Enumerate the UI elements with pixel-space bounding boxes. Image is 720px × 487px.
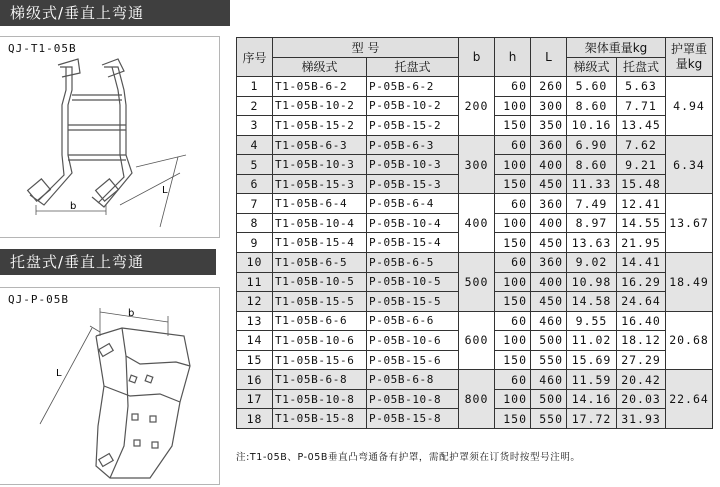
header-tray: 托盘式 xyxy=(367,57,459,77)
cell-height-h: 60 xyxy=(495,77,531,97)
cell-seq: 1 xyxy=(237,77,273,97)
cell-height-h: 150 xyxy=(495,409,531,429)
cell-weight-ladder: 8.97 xyxy=(567,213,617,233)
cell-weight-tray: 21.95 xyxy=(617,233,666,253)
cell-ladder-model: T1-05B-15-8 xyxy=(273,409,367,429)
cell-weight-ladder: 8.60 xyxy=(567,96,617,116)
cell-seq: 10 xyxy=(237,253,273,273)
cell-cover-weight: 22.64 xyxy=(666,370,713,429)
cell-cover-weight: 13.67 xyxy=(666,194,713,253)
cell-seq: 16 xyxy=(237,370,273,390)
cell-ladder-model: T1-05B-15-6 xyxy=(273,350,367,370)
cell-weight-ladder: 15.69 xyxy=(567,350,617,370)
cell-ladder-model: T1-05B-10-6 xyxy=(273,331,367,351)
cell-weight-tray: 16.40 xyxy=(617,311,666,331)
cell-weight-tray: 20.42 xyxy=(617,370,666,390)
header-ladder: 梯级式 xyxy=(273,57,367,77)
cell-weight-ladder: 10.98 xyxy=(567,272,617,292)
cell-height-h: 100 xyxy=(495,331,531,351)
cell-ladder-model: T1-05B-15-4 xyxy=(273,233,367,253)
cell-weight-ladder: 11.33 xyxy=(567,174,617,194)
cell-seq: 14 xyxy=(237,331,273,351)
cell-length-l: 360 xyxy=(531,253,567,273)
cell-weight-tray: 20.03 xyxy=(617,389,666,409)
tray-model-code: QJ-P-05B xyxy=(8,293,69,306)
cell-weight-tray: 5.63 xyxy=(617,77,666,97)
cell-width-b: 300 xyxy=(459,135,495,194)
cell-seq: 7 xyxy=(237,194,273,214)
table-row xyxy=(237,253,713,273)
cell-ladder-model: T1-05B-6-3 xyxy=(273,135,367,155)
cell-seq: 13 xyxy=(237,311,273,331)
cell-width-b: 200 xyxy=(459,77,495,136)
cell-cover-weight: 18.49 xyxy=(666,253,713,312)
cell-weight-ladder: 17.72 xyxy=(567,409,617,429)
cell-tray-model: P-05B-15-8 xyxy=(367,409,459,429)
cell-width-b: 800 xyxy=(459,370,495,429)
header-L: L xyxy=(531,38,567,77)
cell-tray-model: P-05B-15-4 xyxy=(367,233,459,253)
cell-length-l: 450 xyxy=(531,174,567,194)
cell-tray-model: P-05B-6-4 xyxy=(367,194,459,214)
cell-weight-ladder: 10.16 xyxy=(567,116,617,136)
cell-ladder-model: T1-05B-15-3 xyxy=(273,174,367,194)
cell-tray-model: P-05B-10-6 xyxy=(367,331,459,351)
section-title-tray: 托盘式/垂直上弯通 xyxy=(0,249,216,275)
cell-height-h: 100 xyxy=(495,389,531,409)
dim-l-label-tray: L xyxy=(56,368,62,379)
cell-ladder-model: T1-05B-6-4 xyxy=(273,194,367,214)
cell-tray-model: P-05B-10-3 xyxy=(367,155,459,175)
cell-height-h: 100 xyxy=(495,155,531,175)
cell-length-l: 460 xyxy=(531,370,567,390)
cell-weight-ladder: 14.16 xyxy=(567,389,617,409)
cell-weight-ladder: 11.02 xyxy=(567,331,617,351)
cell-seq: 9 xyxy=(237,233,273,253)
cell-weight-tray: 16.29 xyxy=(617,272,666,292)
cell-ladder-model: T1-05B-15-5 xyxy=(273,292,367,312)
cell-ladder-model: T1-05B-6-5 xyxy=(273,253,367,273)
cell-seq: 17 xyxy=(237,389,273,409)
cell-tray-model: P-05B-10-4 xyxy=(367,213,459,233)
cell-weight-ladder: 8.60 xyxy=(567,155,617,175)
cell-seq: 2 xyxy=(237,96,273,116)
cell-tray-model: P-05B-10-5 xyxy=(367,272,459,292)
cell-length-l: 300 xyxy=(531,96,567,116)
cell-weight-tray: 7.71 xyxy=(617,96,666,116)
cell-weight-ladder: 7.49 xyxy=(567,194,617,214)
cell-length-l: 500 xyxy=(531,331,567,351)
cell-height-h: 150 xyxy=(495,116,531,136)
cell-tray-model: P-05B-15-2 xyxy=(367,116,459,136)
cell-height-h: 60 xyxy=(495,194,531,214)
cell-weight-tray: 7.62 xyxy=(617,135,666,155)
cell-tray-model: P-05B-6-8 xyxy=(367,370,459,390)
ladder-model-code: QJ-T1-05B xyxy=(8,42,77,55)
cell-tray-model: P-05B-6-3 xyxy=(367,135,459,155)
cell-weight-tray: 31.93 xyxy=(617,409,666,429)
cell-length-l: 550 xyxy=(531,350,567,370)
cell-ladder-model: T1-05B-10-4 xyxy=(273,213,367,233)
table-row xyxy=(237,77,713,97)
header-weight-tray: 托盘式 xyxy=(617,57,666,77)
cell-length-l: 350 xyxy=(531,116,567,136)
dim-b-label-tray: b xyxy=(128,308,135,319)
cell-weight-tray: 12.41 xyxy=(617,194,666,214)
cell-cover-weight: 4.94 xyxy=(666,77,713,136)
cell-seq: 15 xyxy=(237,350,273,370)
cell-height-h: 150 xyxy=(495,292,531,312)
cell-height-h: 60 xyxy=(495,135,531,155)
cell-seq: 8 xyxy=(237,213,273,233)
dim-l-label: L xyxy=(162,185,168,196)
cell-length-l: 400 xyxy=(531,272,567,292)
header-h: h xyxy=(495,38,531,77)
cell-seq: 12 xyxy=(237,292,273,312)
cell-width-b: 400 xyxy=(459,194,495,253)
cell-tray-model: P-05B-6-2 xyxy=(367,77,459,97)
cell-height-h: 150 xyxy=(495,233,531,253)
header-weight: 架体重量kg xyxy=(567,38,666,58)
cell-tray-model: P-05B-15-5 xyxy=(367,292,459,312)
cell-weight-ladder: 6.90 xyxy=(567,135,617,155)
cell-tray-model: P-05B-10-2 xyxy=(367,96,459,116)
cell-length-l: 550 xyxy=(531,409,567,429)
cell-weight-tray: 15.48 xyxy=(617,174,666,194)
cell-ladder-model: T1-05B-10-3 xyxy=(273,155,367,175)
cell-ladder-model: T1-05B-15-2 xyxy=(273,116,367,136)
cell-length-l: 500 xyxy=(531,389,567,409)
cell-tray-model: P-05B-15-6 xyxy=(367,350,459,370)
cell-tray-model: P-05B-6-6 xyxy=(367,311,459,331)
cell-height-h: 100 xyxy=(495,213,531,233)
cell-height-h: 150 xyxy=(495,350,531,370)
header-seq: 序号 xyxy=(237,38,273,77)
cell-length-l: 400 xyxy=(531,155,567,175)
cell-weight-ladder: 5.60 xyxy=(567,77,617,97)
cell-height-h: 100 xyxy=(495,96,531,116)
cell-seq: 5 xyxy=(237,155,273,175)
table-row xyxy=(237,135,713,155)
cell-height-h: 100 xyxy=(495,272,531,292)
cell-tray-model: P-05B-6-5 xyxy=(367,253,459,273)
cell-weight-tray: 27.29 xyxy=(617,350,666,370)
cell-cover-weight: 20.68 xyxy=(666,311,713,370)
table-row xyxy=(237,311,713,331)
cell-weight-ladder: 9.55 xyxy=(567,311,617,331)
cell-height-h: 60 xyxy=(495,370,531,390)
cell-ladder-model: T1-05B-6-8 xyxy=(273,370,367,390)
cell-length-l: 260 xyxy=(531,77,567,97)
header-cover: 护罩重量kg xyxy=(666,38,713,77)
cell-seq: 4 xyxy=(237,135,273,155)
table-row xyxy=(237,370,713,390)
cell-ladder-model: T1-05B-6-6 xyxy=(273,311,367,331)
cell-length-l: 460 xyxy=(531,311,567,331)
header-weight-ladder: 梯级式 xyxy=(567,57,617,77)
cell-tray-model: P-05B-10-8 xyxy=(367,389,459,409)
cell-ladder-model: T1-05B-6-2 xyxy=(273,77,367,97)
cell-weight-ladder: 11.59 xyxy=(567,370,617,390)
cell-seq: 18 xyxy=(237,409,273,429)
cell-weight-ladder: 13.63 xyxy=(567,233,617,253)
cell-weight-tray: 13.45 xyxy=(617,116,666,136)
cell-ladder-model: T1-05B-10-5 xyxy=(273,272,367,292)
section-title-ladder: 梯级式/垂直上弯通 xyxy=(0,0,230,26)
cell-weight-ladder: 14.58 xyxy=(567,292,617,312)
cell-width-b: 500 xyxy=(459,253,495,312)
cell-seq: 3 xyxy=(237,116,273,136)
cell-weight-tray: 14.41 xyxy=(617,253,666,273)
tray-bend-drawing xyxy=(0,306,219,482)
cell-length-l: 400 xyxy=(531,213,567,233)
cell-length-l: 360 xyxy=(531,135,567,155)
cell-weight-tray: 18.12 xyxy=(617,331,666,351)
cell-weight-tray: 24.64 xyxy=(617,292,666,312)
cell-length-l: 360 xyxy=(531,194,567,214)
cell-length-l: 450 xyxy=(531,292,567,312)
spec-table xyxy=(236,37,713,429)
header-model: 型 号 xyxy=(273,38,459,58)
cell-seq: 11 xyxy=(237,272,273,292)
footnote: 注:T1-05B、P-05B垂直凸弯通备有护罩，需配护罩须在订货时按型号注明。 xyxy=(236,452,581,463)
cell-tray-model: P-05B-15-3 xyxy=(367,174,459,194)
cell-cover-weight: 6.34 xyxy=(666,135,713,194)
cell-height-h: 60 xyxy=(495,253,531,273)
cell-weight-ladder: 9.02 xyxy=(567,253,617,273)
dim-b-label: b xyxy=(70,201,77,212)
cell-seq: 6 xyxy=(237,174,273,194)
cell-weight-tray: 9.21 xyxy=(617,155,666,175)
cell-weight-tray: 14.55 xyxy=(617,213,666,233)
cell-height-h: 150 xyxy=(495,174,531,194)
table-row xyxy=(237,194,713,214)
spec-table-body xyxy=(237,77,713,429)
cell-ladder-model: T1-05B-10-2 xyxy=(273,96,367,116)
cell-length-l: 450 xyxy=(531,233,567,253)
ladder-bend-drawing xyxy=(0,55,219,235)
header-b: b xyxy=(459,38,495,77)
cell-ladder-model: T1-05B-10-8 xyxy=(273,389,367,409)
cell-width-b: 600 xyxy=(459,311,495,370)
cell-height-h: 60 xyxy=(495,311,531,331)
